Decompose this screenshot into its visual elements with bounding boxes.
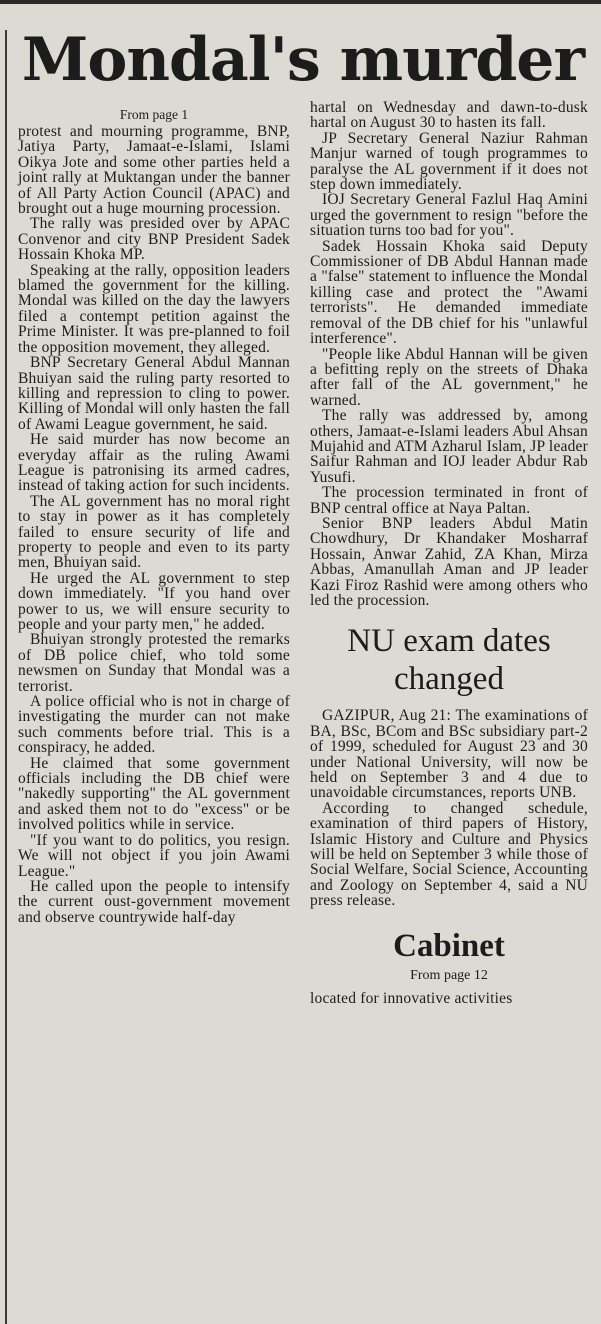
paragraph: Speaking at the rally, opposition leaders blamed the government for the killing. Mondal was killed on the day the lawyers filed a contempt petition against the Prime Minister. It was pre-planned to foil the opposition movement, they alleged. [18,261,290,356]
paragraph: He claimed that some government officials including the DB chief were "nakedly supporting" the AL government and asked them not to do "excess" or be involved politics while in service. [18,754,290,834]
column-rule [5,30,7,1324]
paragraph: protest and mourning programme, BNP, Jatiya Party, Jamaat-e-Islami, Islami Oikya Jote and some other parties held a joint rally at Muktangan under the banner of All Party Action Council (APAC) and brought out a huge mourning procession. [18,123,290,218]
paragraph: IOJ Secretary General Fazlul Haq Amini urged the government to resign "before the situation turns too bad for you". [310,191,588,240]
paragraph: Sadek Hossain Khoka said Deputy Commissioner of DB Abdul Hannan made a "false" statement to influence the Mondal killing case and protect the "Awami terrorists". He demanded immediate removal of the DB chief for his "unlawful interference". [310,237,588,348]
paragraph: "People like Abdul Hannan will be given a befitting reply on the streets of Dhaka after fall of the AL government," he warned. [310,345,588,409]
story-headline: Cabinet [393,927,505,964]
paragraph: The AL government has no moral right to stay in power as it has completely failed to ensure security of life and property to people and even to its party men, Bhuiyan said. [18,492,290,572]
paragraph: GAZIPUR, Aug 21: The examinations of BA, BSc, BCom and BSc subsidiary part-2 of 1999, scheduled for August 23 and 30 under National University, will now be held on September 3 and 4 due to unavoidable circumstances, reports UNB. [310,707,588,802]
paragraph: He said murder has now become an everyday affair as the ruling Awami League is patronising its armed cadres, instead of taking action for such incidents. [18,431,290,495]
headline: Mondal's murder [21,25,585,95]
paragraph: located for innovative activities [310,989,513,1007]
paragraph: BNP Secretary General Abdul Mannan Bhuiyan said the ruling party resorted to killing and repression to cling to power. Killing of Mondal will only hasten the fall of Awami League government, he said. [18,354,290,433]
jump-line: From page 12 [410,967,488,983]
paragraph: He urged the AL government to step down immediately. "If you hand over power to us, we will ensure security to people and your party men," he added. [18,569,290,633]
paragraph: According to changed schedule, examination of third papers of History, Islamic History and Culture and Physics will be held on September 3 while those of Social Welfare, Social Science, Accounting and Zoology on September 4, said a NU press release. [310,799,588,910]
right-column [310,100,588,1006]
paragraph: Bhuiyan strongly protested the remarks of DB police chief, who told some newsmen on Sunday that Mondal was a terrorist. [18,631,290,695]
top-rule [0,0,601,4]
paragraph: JP Secretary General Naziur Rahman Manjur warned of tough programmes to paralyse the AL government if it does not step down immediately. [310,129,588,194]
paragraph: The rally was presided over by APAC Convenor and city BNP President Sadek Hossain Khoka MP. [18,215,290,264]
left-column [18,100,290,925]
paragraph: The rally was addressed by, among others, Jamaat-e-Islami leaders Abul Ahsan Mujahid and ATM Azharul Islam, JP leader Saifur Rahman and IOJ leader Abdur Rab Yusufi. [310,407,588,486]
paragraph: The procession terminated in front of BNP central office at Naya Paltan. [310,484,588,517]
paragraph: hartal on Wednesday and dawn-to-dusk hartal on August 30 to hasten its fall. [310,99,588,132]
paragraph: He called upon the people to intensify the current oust-government movement and observe countrywide half-day [18,877,290,926]
paragraph: "If you want to do politics, you resign. We will not object if you join Awami League." [18,831,290,880]
story-headline: NU exam dates changed [347,623,551,698]
jump-line: From page 1 [119,107,189,122]
paragraph: A police official who is not in charge of investigating the murder can not make such comments before trial. This is a conspiracy, he added. [18,693,290,757]
paragraph: Senior BNP leaders Abdul Matin Chowdhury, Dr Khandaker Mosharraf Hossain, Anwar Zahid, ZA Khan, Mirza Abbas, Amanullah Aman and JP leader Kazi Firoz Rashid were among others who led the procession. [310,514,588,609]
